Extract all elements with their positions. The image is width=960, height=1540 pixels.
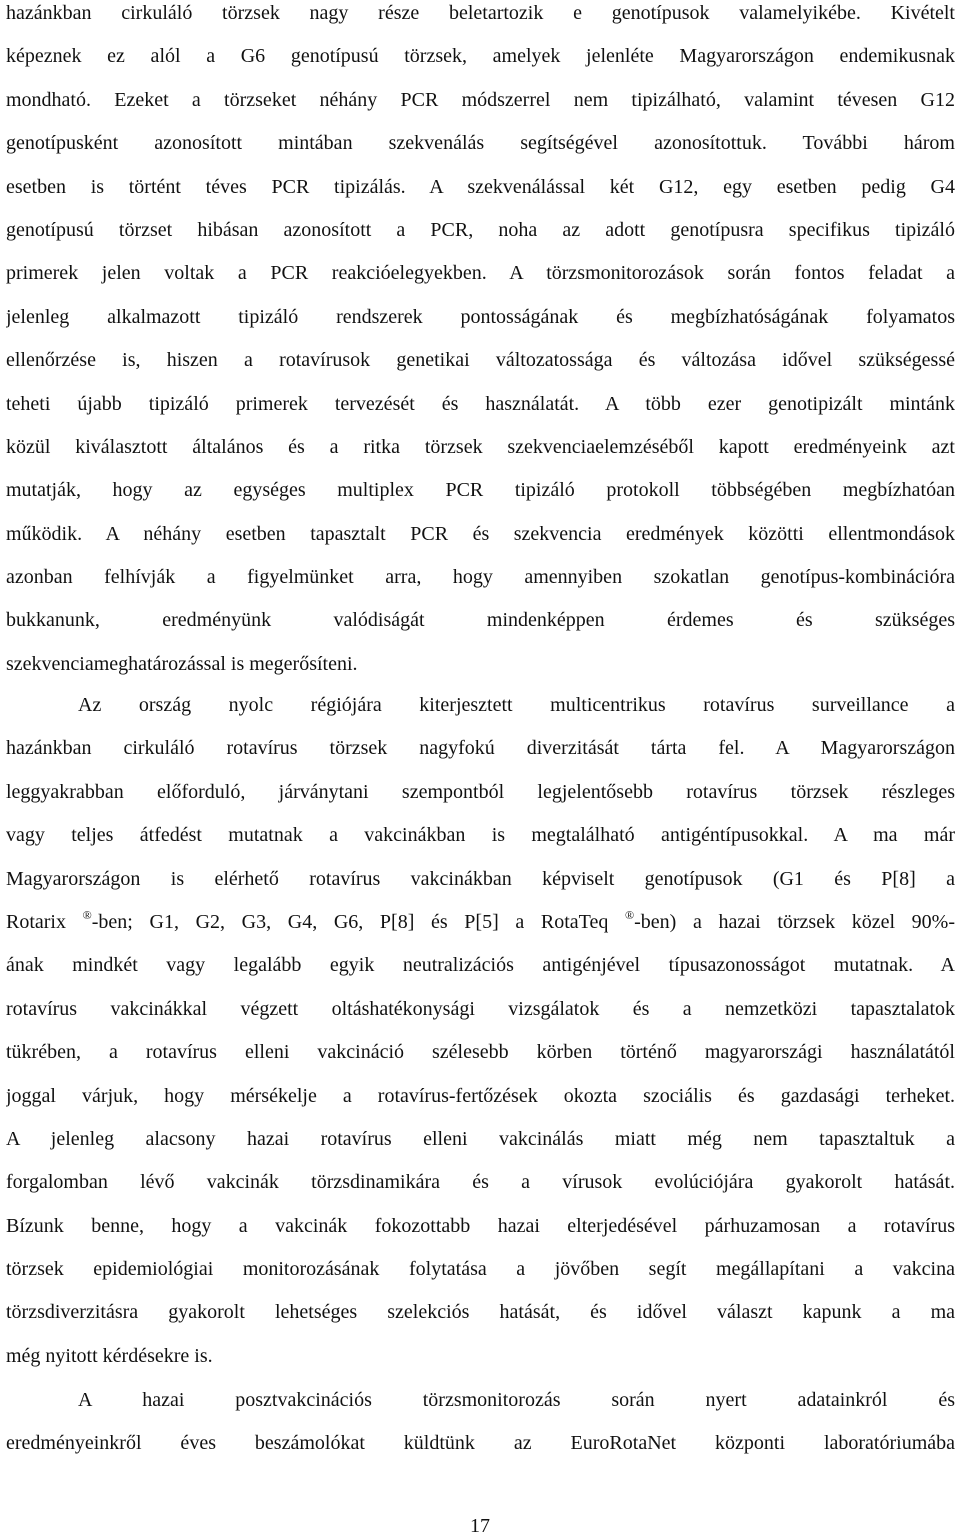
- text-line: törzsek epidemiológiai monitorozásának folytatása a jövőben segít megállapítani a vakcina: [6, 1258, 955, 1281]
- text-line: eredményeinkről éves beszámolókat küldtünk az EuroRotaNet központi laboratóriumába: [6, 1432, 955, 1455]
- text-line: rotavírus vakcinákkal végzett oltáshatékonysági vizsgálatok és a nemzetközi tapasztalatok: [6, 997, 955, 1020]
- text-line: A hazai posztvakcinációs törzsmonitorozás során nyert adatainkról és: [78, 1389, 955, 1411]
- paragraph-1: [6, 0, 955, 686]
- text-line: Az ország nyolc régiójára kiterjesztett multicentrikus rotavírus surveillance a: [78, 694, 955, 716]
- paragraph-3: [6, 1379, 955, 1466]
- rotateq-text: -ben; G1, G2, G3, G4, G6, P[8] és P[5] a RotaTeq: [91, 910, 609, 933]
- registered-mark: ®: [82, 907, 92, 922]
- page-number: 17: [470, 1515, 490, 1537]
- text-line: bukkanunk, eredményünk valódiságát mindenképpen érdemes és szükséges: [6, 609, 955, 632]
- text-line: képeznek ez alól a G6 genotípusú törzsek, amelyek jelenléte Magyarországon endemikusnak: [6, 45, 955, 68]
- paragraph-2: [6, 684, 955, 1378]
- text-line: Bízunk benne, hogy a vakcinák fokozottabb hazai elterjedésével párhuzamosan a rotavírus: [6, 1214, 955, 1237]
- registered-mark: ®: [625, 907, 635, 922]
- text-line: forgalomban lévő vakcinák törzsdinamikára és a vírusok evolúciójára gyakorolt hatását.: [6, 1171, 955, 1194]
- text-line-with-trademarks: [6, 901, 955, 944]
- text-line: A jelenleg alacsony hazai rotavírus elleni vakcinálás miatt még nem tapasztaltuk a: [6, 1127, 955, 1150]
- text-line: ellenőrzése is, hiszen a rotavírusok genetikai változatossága és változása idővel szükségessé: [6, 349, 955, 372]
- text-line: működik. A néhány esetben tapasztalt PCR és szekvencia eredmények közötti ellentmondások: [6, 522, 955, 545]
- text-line: még nyitott kérdésekre is.: [6, 1344, 213, 1367]
- text-line: szekvenciameghatározással is megerősíteni.: [6, 652, 358, 675]
- text-line: hazánkban cirkuláló törzsek nagy része beletartozik e genotípusok valamelyikébe. Kivételt: [6, 2, 955, 24]
- text-line: teheti újabb tipizáló primerek tervezését és használatát. A több ezer genotipizált mintánk: [6, 392, 955, 415]
- text-line: közül kiválasztott általános és a ritka törzsek szekvenciaelemzéséből kapott eredményeink azt: [6, 435, 955, 458]
- text-line: jelenleg alkalmazott tipizáló rendszerek pontosságának és megbízhatóságának folyamatos: [6, 305, 955, 328]
- text-line: törzsdiverzitásra gyakorolt lehetséges szelekciós hatását, és idővel választ kapunk a ma: [6, 1301, 955, 1324]
- text-line: genotípusú törzset hibásan azonosított a PCR, noha az adott genotípusra specifikus tipizáló: [6, 218, 955, 241]
- text-line: joggal várjuk, hogy mérsékelje a rotavírus-fertőzések okozta szociális és gazdasági terheket.: [6, 1084, 955, 1107]
- text-line: ának mindkét vagy legalább egyik neutralizációs antigénjével típusazonosságot mutatnak. A: [6, 954, 955, 977]
- text-line: azonban felhívják a figyelmünket arra, hogy amennyiben szokatlan genotípus-kombinációra: [6, 566, 955, 589]
- text-line: esetben is történt téves PCR tipizálás. A szekvenálással két G12, egy esetben pedig G4: [6, 175, 955, 198]
- text-line: hazánkban cirkuláló rotavírus törzsek nagyfokú diverzitását tárta fel. A Magyarországon: [6, 737, 955, 760]
- text-line: mutatják, hogy az egységes multiplex PCR tipizáló protokoll többségében megbízhatóan: [6, 479, 955, 502]
- text-line: mondható. Ezeket a törzseket néhány PCR módszerrel nem tipizálható, valamint tévesen G12: [6, 88, 955, 111]
- text-line: vagy teljes átfedést mutatnak a vakcinákban is megtalálható antigéntípusokkal. A ma már: [6, 824, 955, 847]
- text-line: genotípusként azonosított mintában szekvenálás segítségével azonosítottuk. További három: [6, 132, 955, 155]
- rotarix-text: Rotarix: [6, 910, 66, 933]
- text-line: leggyakrabban előforduló, járványtani szempontból legjelentősebb rotavírus törzsek részleges: [6, 780, 955, 803]
- text-line: Magyarországon is elérhető rotavírus vakcinákban képviselt genotípusok (G1 és P[8] a: [6, 867, 955, 890]
- text-line: tükrében, a rotavírus elleni vakcináció szélesebb körben történő magyarországi használatától: [6, 1041, 955, 1064]
- line-end-text: -ben) a hazai törzsek közel 90%-: [634, 910, 955, 933]
- text-line: primerek jelen voltak a PCR reakcióelegyekben. A törzsmonitorozások során fontos feladat a: [6, 262, 955, 285]
